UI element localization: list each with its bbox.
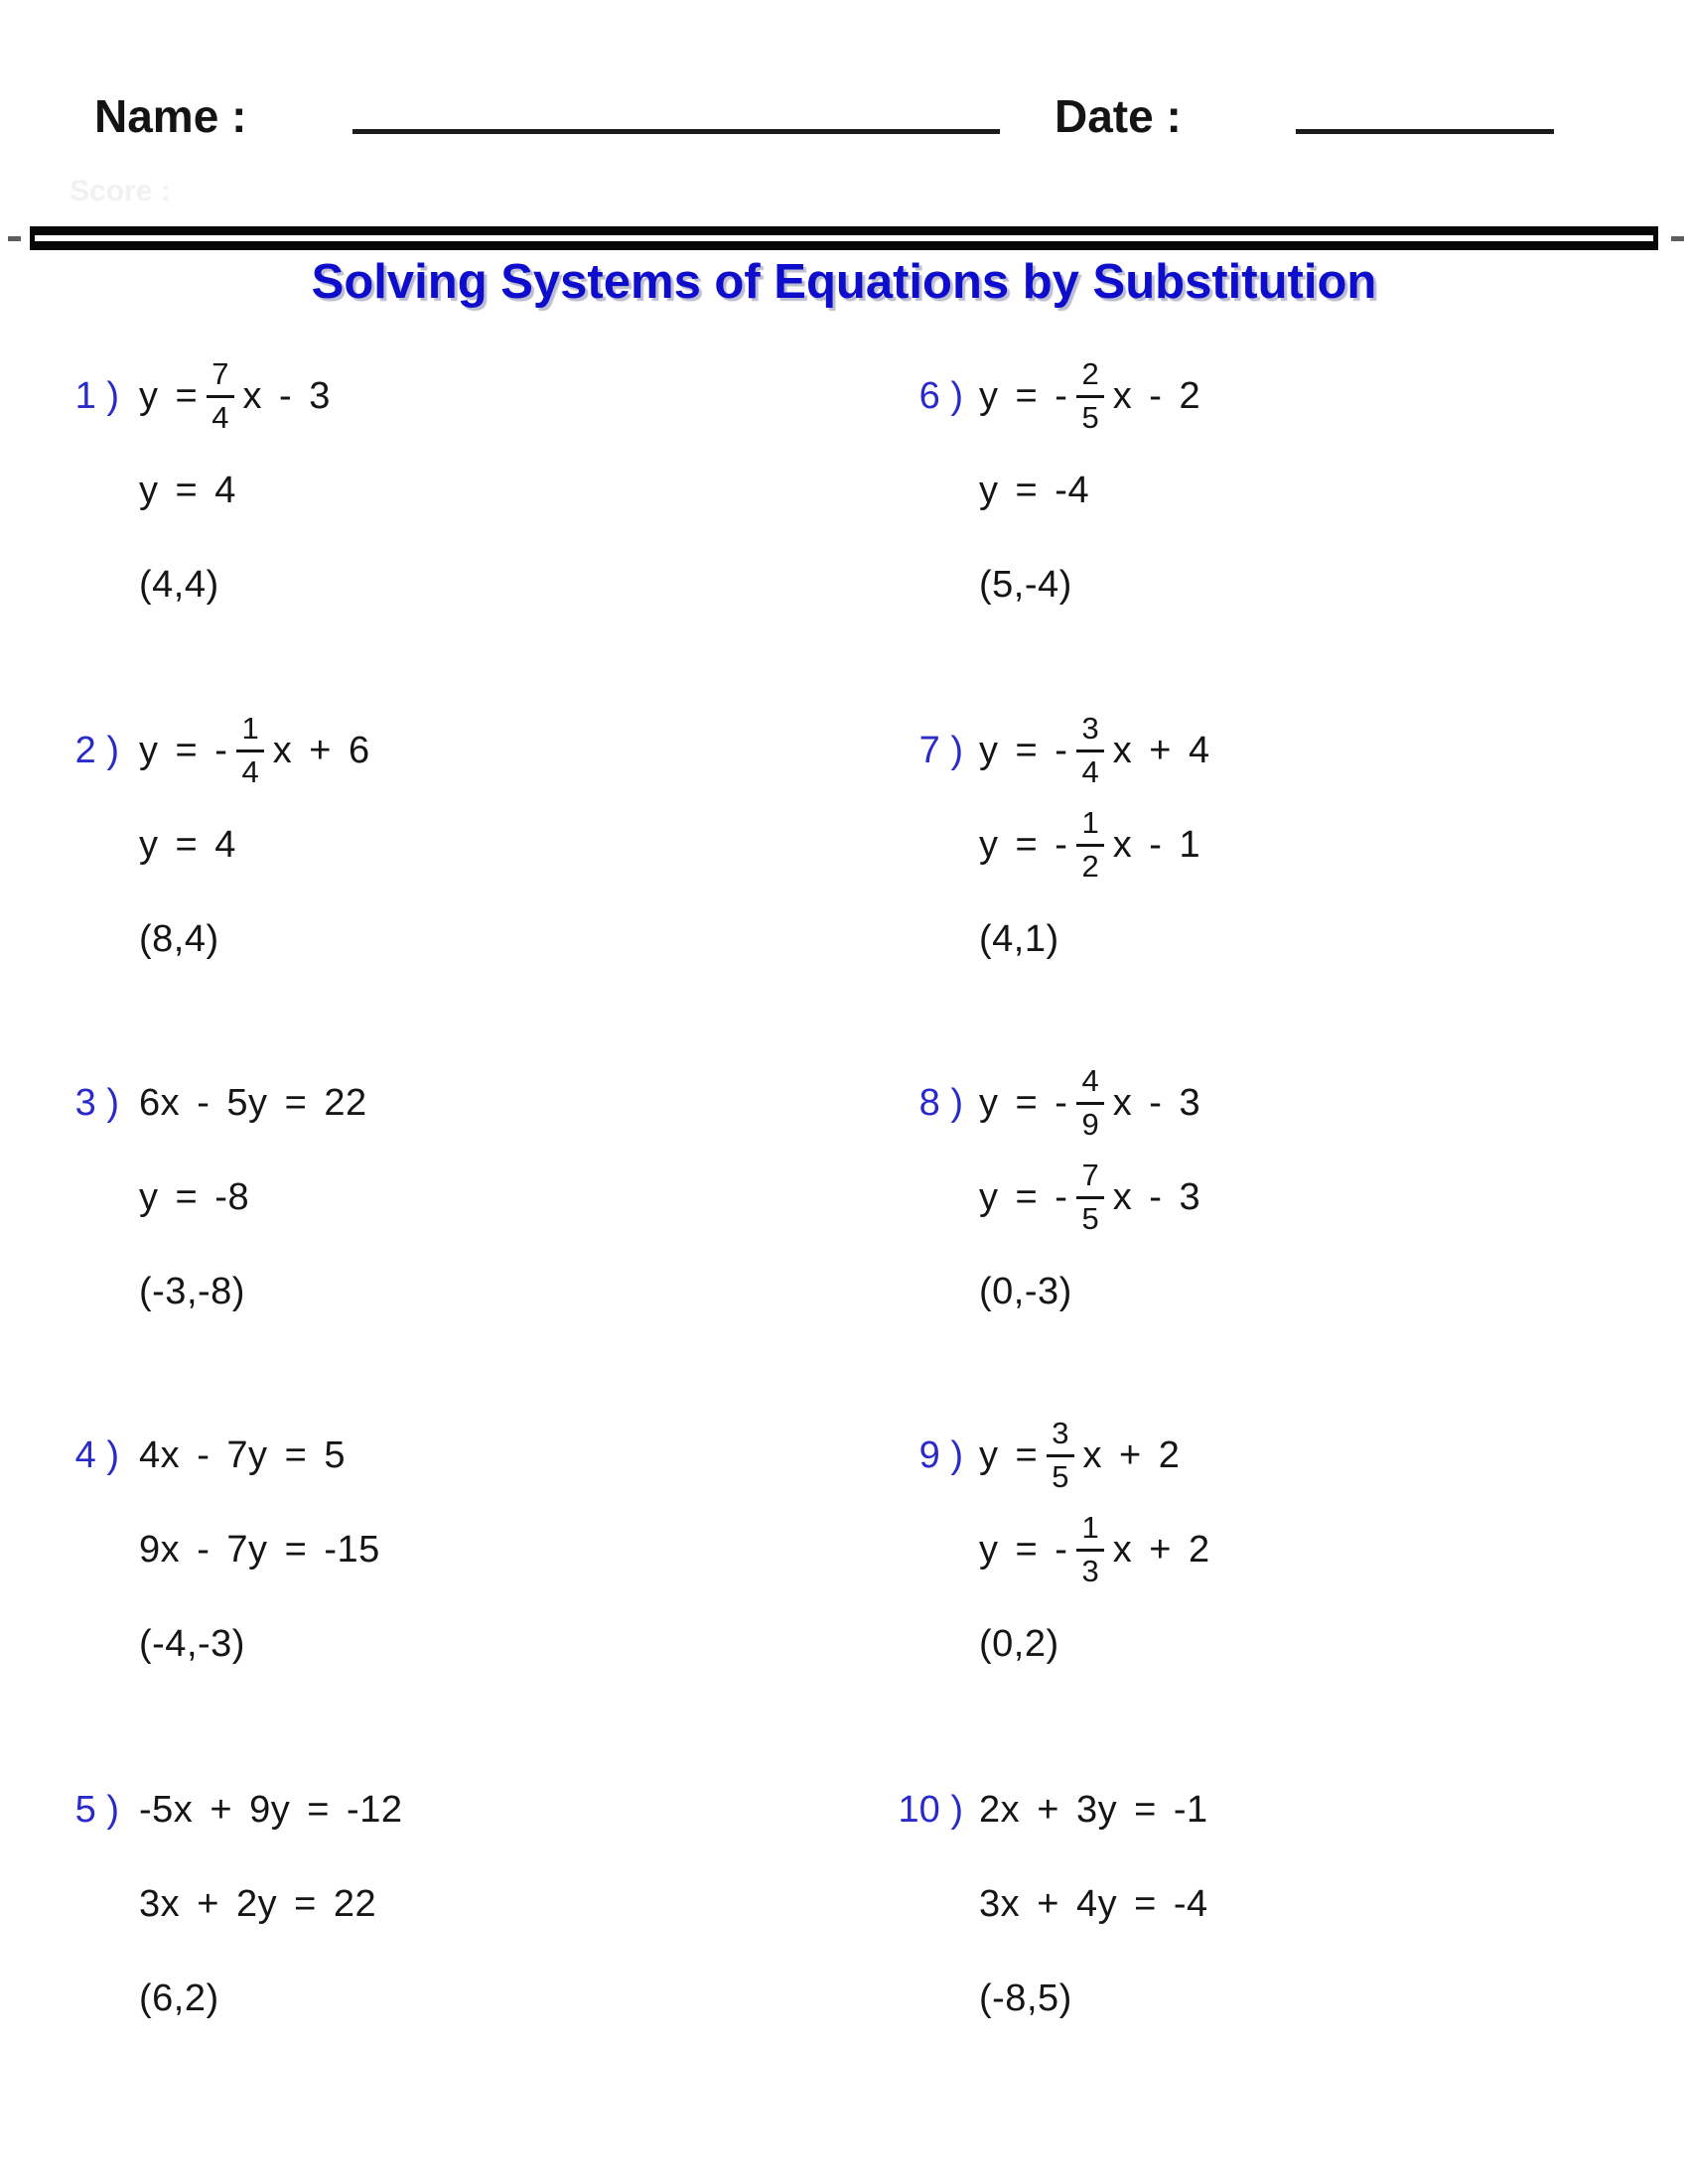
fraction [1076,712,1103,789]
problem-number: 5 ) [74,1789,119,1831]
equation-1 [139,349,331,444]
equation-2 [139,798,370,892]
equation-lhs: y = - [979,375,1068,417]
problem-8 [892,1056,1200,1339]
problem-body [979,1763,1208,2046]
fraction-numerator: 3 [1076,712,1103,752]
equation-rhs: x + 6 [272,730,370,771]
equation-1 [139,1056,367,1151]
answer: (-3,-8) [139,1271,245,1312]
problem-10 [892,1763,1208,2046]
problem-1 [62,349,331,632]
problem-3 [62,1056,367,1339]
equation-2 [979,1857,1208,1952]
equation-1 [979,704,1210,798]
divider-left-tick [8,236,21,241]
problem-body [979,1409,1210,1692]
problem-6 [892,349,1200,632]
equation-2 [979,1151,1200,1245]
equation-2 [139,1503,380,1597]
problem-4 [62,1409,380,1692]
equation-text: -5x + 9y = -12 [139,1789,403,1831]
problem-body [139,349,331,632]
equation-1 [979,349,1200,444]
fraction-denominator: 5 [1081,1201,1099,1236]
equation-1 [979,1763,1208,1857]
date-label: Date : [1055,90,1182,142]
problem-body [139,1056,367,1339]
problem-number: 10 ) [898,1789,963,1831]
equation-lhs: y = [979,1434,1039,1476]
score-label-faint: Score : [70,175,171,207]
fraction-numerator: 1 [1076,806,1103,847]
problem-number: 9 ) [918,1434,963,1476]
equation-2 [139,444,331,538]
fraction-numerator: 7 [207,357,233,398]
problem-body [139,704,370,987]
equation-rhs: x + 2 [1112,1529,1210,1570]
name-label: Name : [94,90,247,142]
equation-lhs: y = - [979,1176,1068,1218]
equation-2 [979,444,1200,538]
problem-number: 4 ) [74,1434,119,1476]
equation-text: 9x - 7y = -15 [139,1529,380,1570]
equation-text: y = -4 [979,470,1090,511]
equation-text: y = 4 [139,824,236,866]
problem-number: 1 ) [74,375,119,417]
fraction-denominator: 3 [1081,1554,1099,1588]
problem-body [979,1056,1200,1339]
problem-number: 7 ) [918,730,963,771]
equation-rhs: x - 2 [1112,375,1201,417]
fraction [1076,806,1103,884]
fraction [207,357,233,435]
fraction-denominator: 4 [241,754,259,789]
problem-number: 3 ) [74,1082,119,1124]
equation-1 [139,1763,402,1857]
fraction [1047,1417,1073,1494]
fraction-numerator: 1 [236,712,263,752]
equation-rhs: x - 3 [1112,1082,1201,1124]
date-fill-line [1296,129,1554,134]
equation-1 [979,1056,1200,1151]
equation-text: 3x + 2y = 22 [139,1883,377,1925]
equation-lhs: y = - [979,824,1068,866]
equation-2 [979,798,1210,892]
problem-number: 2 ) [74,730,119,771]
fraction-denominator: 4 [1081,754,1099,789]
equation-1 [139,1409,380,1503]
fraction [236,712,263,789]
equation-text: 6x - 5y = 22 [139,1082,367,1124]
fraction-numerator: 2 [1076,357,1103,398]
header-divider-bar [30,226,1658,250]
equation-rhs: x + 4 [1112,730,1210,771]
fraction [1076,1064,1103,1142]
equation-lhs: y = - [139,730,228,771]
problem-5 [62,1763,402,2046]
equation-rhs: x - 3 [242,375,331,417]
fraction [1076,1511,1103,1588]
equation-text: y = 4 [139,470,236,511]
equation-lhs: y = - [979,1529,1068,1570]
equation-2 [139,1857,402,1952]
equation-lhs: y = - [979,1082,1068,1124]
divider-right-tick [1671,236,1684,241]
answer: (-8,5) [979,1978,1072,2019]
problem-2 [62,704,370,987]
equation-1 [139,704,370,798]
fraction-denominator: 5 [1081,400,1099,435]
equation-text: 2x + 3y = -1 [979,1789,1208,1831]
answer: (0,2) [979,1623,1059,1665]
answer: (6,2) [139,1978,219,2019]
equation-1 [979,1409,1210,1503]
equation-text: y = -8 [139,1176,250,1218]
equation-2 [139,1151,367,1245]
answer: (-4,-3) [139,1623,245,1665]
answer: (4,4) [139,564,219,606]
answer: (8,4) [139,918,219,960]
problem-9 [892,1409,1210,1692]
equation-rhs: x - 3 [1112,1176,1201,1218]
problem-number: 6 ) [918,375,963,417]
fraction [1076,357,1103,435]
problem-body [979,349,1200,632]
fraction-numerator: 4 [1076,1064,1103,1105]
problem-number: 8 ) [918,1082,963,1124]
fraction-numerator: 7 [1076,1159,1103,1199]
fraction-denominator: 2 [1081,849,1099,884]
problem-7 [892,704,1210,987]
problem-body [139,1409,380,1692]
equation-text: 3x + 4y = -4 [979,1883,1208,1925]
equation-text: 4x - 7y = 5 [139,1434,346,1476]
fraction [1076,1159,1103,1236]
fraction-denominator: 9 [1081,1107,1099,1142]
equation-lhs: y = [139,375,199,417]
fraction-denominator: 4 [211,400,229,435]
fraction-numerator: 3 [1047,1417,1073,1457]
answer: (4,1) [979,918,1059,960]
problem-body [139,1763,402,2046]
fraction-numerator: 1 [1076,1511,1103,1552]
name-fill-line [352,129,1000,134]
equation-rhs: x + 2 [1082,1434,1181,1476]
equation-2 [979,1503,1210,1597]
equation-lhs: y = - [979,730,1068,771]
answer: (5,-4) [979,564,1072,606]
answer: (0,-3) [979,1271,1072,1312]
equation-rhs: x - 1 [1112,824,1201,866]
worksheet-title: Solving Systems of Equations by Substitution [311,255,1377,309]
problem-body [979,704,1210,987]
fraction-denominator: 5 [1052,1459,1069,1494]
